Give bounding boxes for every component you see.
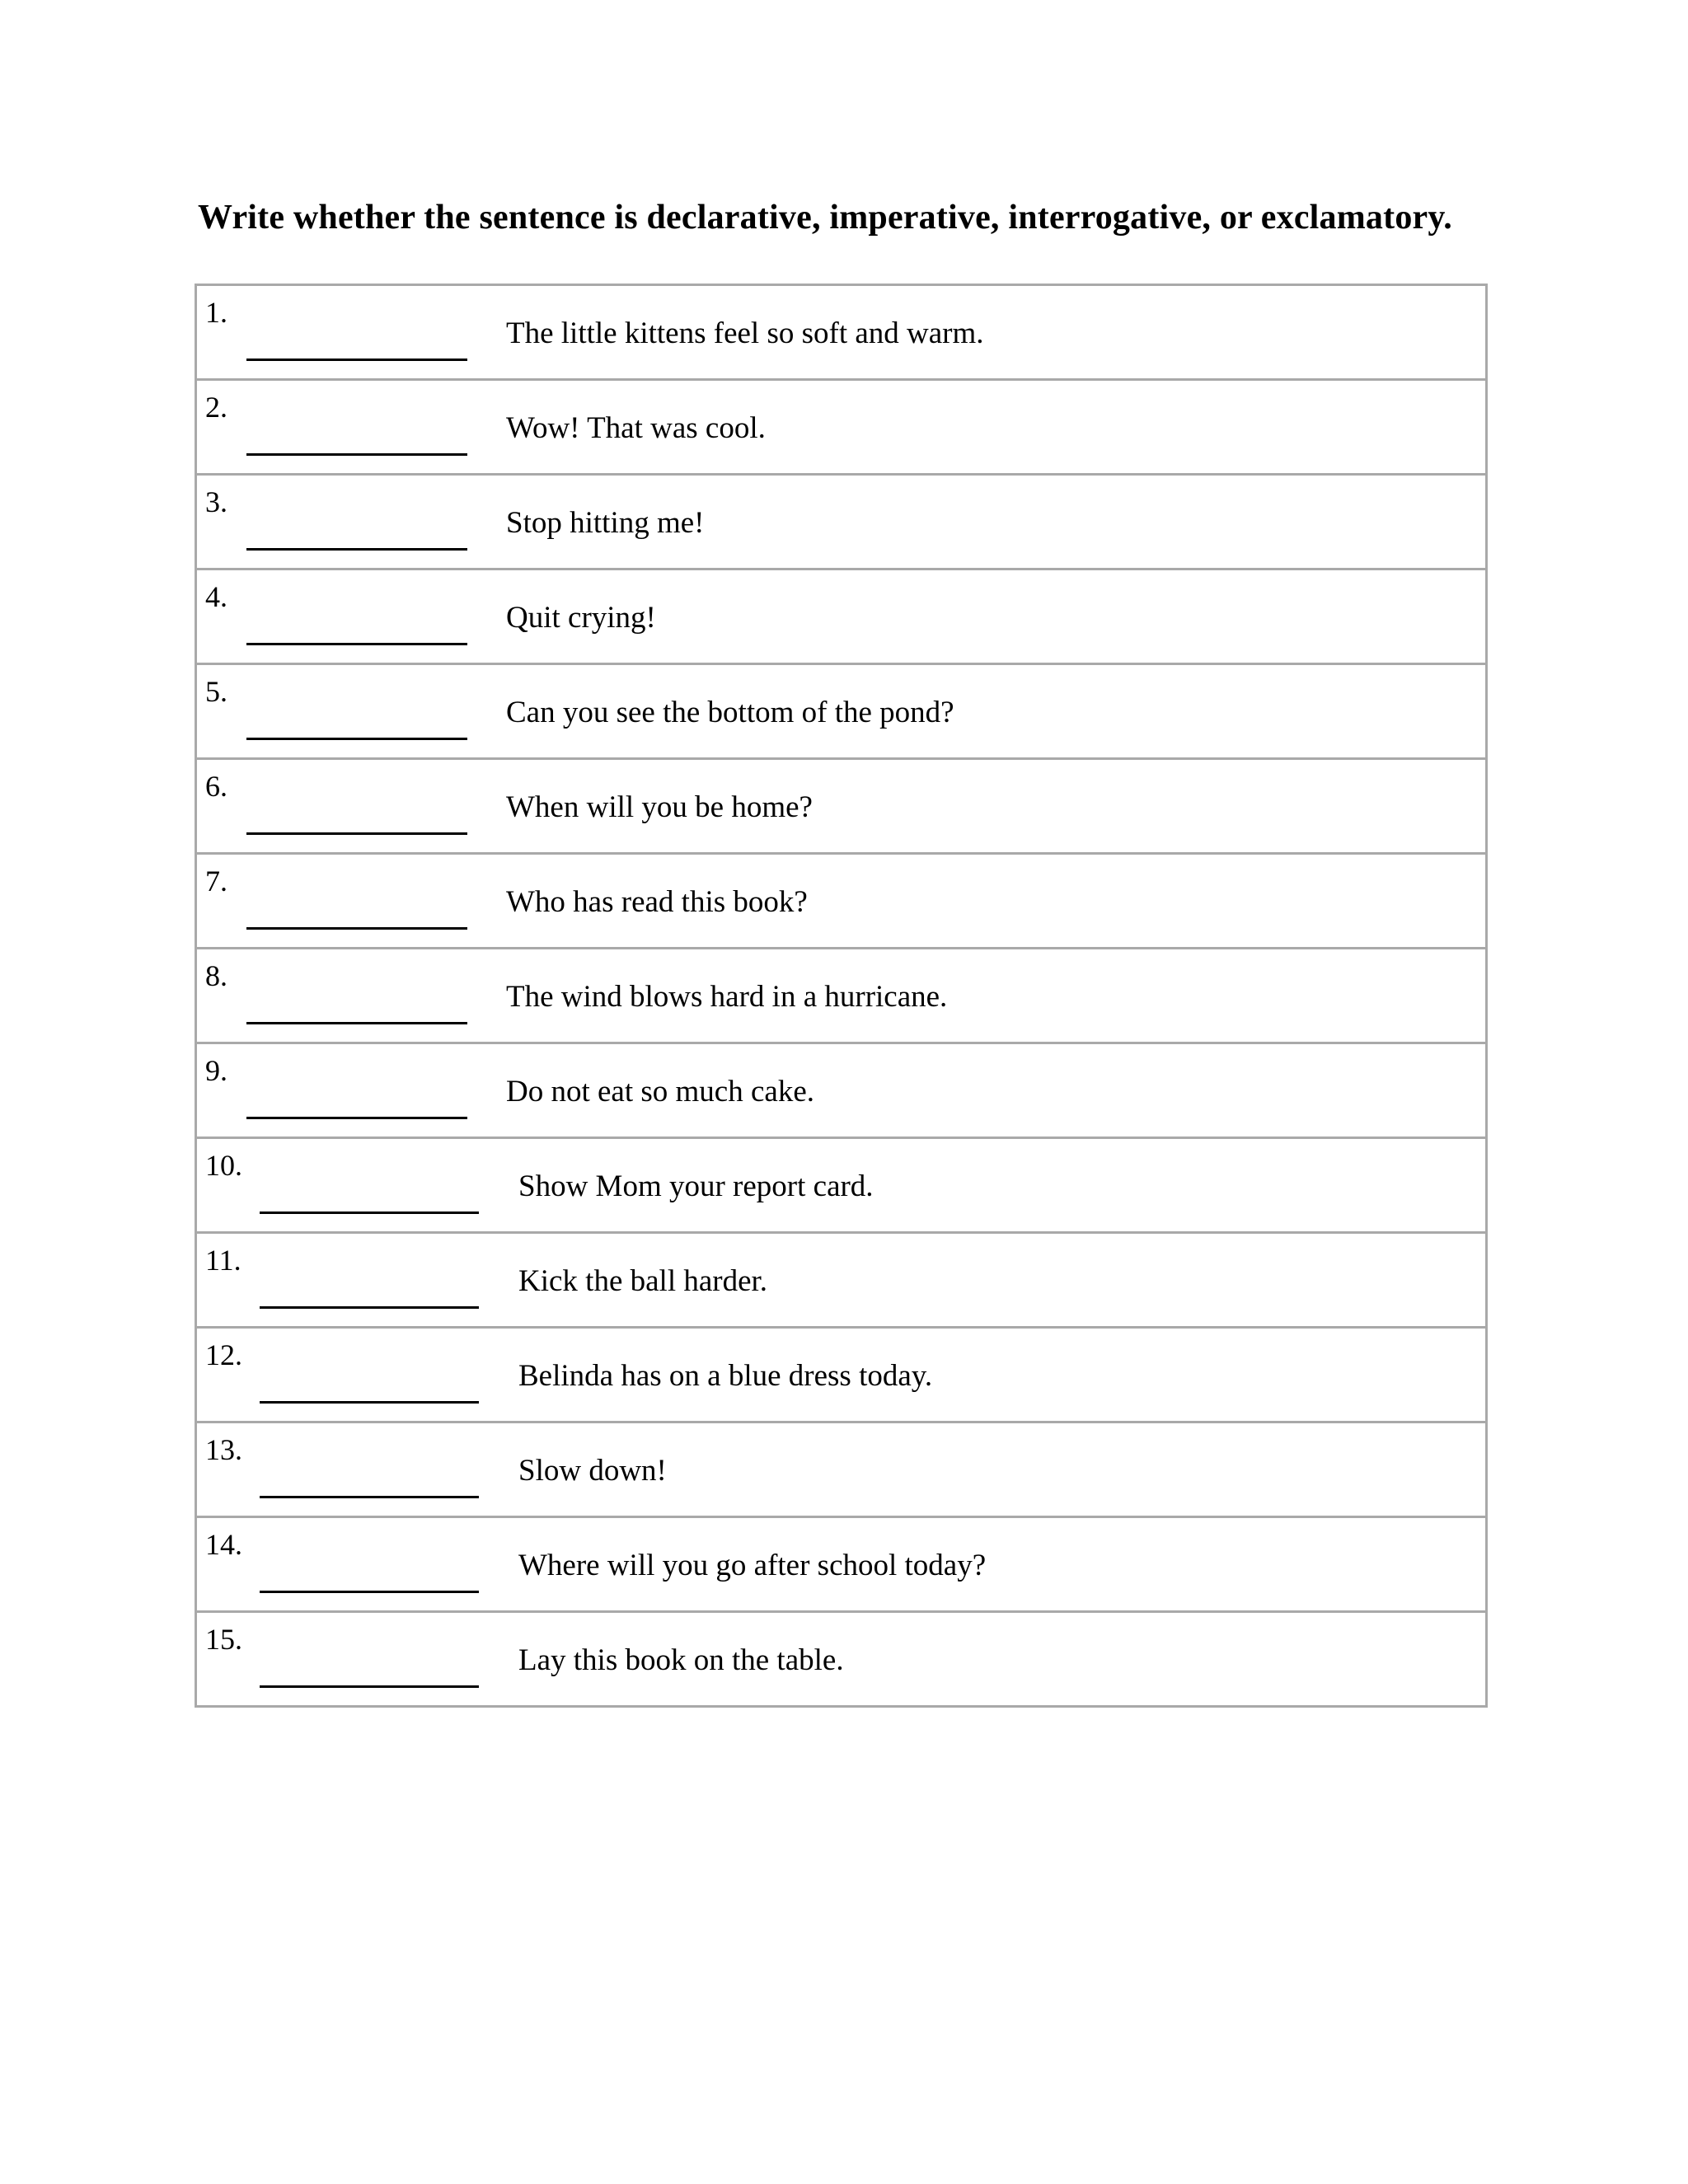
item-sentence: Do not eat so much cake. xyxy=(506,1075,814,1108)
answer-blank[interactable] xyxy=(260,1496,479,1498)
table-row xyxy=(197,1139,1485,1234)
item-number: 8. xyxy=(205,959,227,992)
item-number: 14. xyxy=(205,1528,242,1561)
table-row xyxy=(197,1423,1485,1518)
answer-blank[interactable] xyxy=(246,927,467,930)
item-sentence: Who has read this book? xyxy=(506,885,808,919)
item-number: 6. xyxy=(205,770,227,803)
answer-blank[interactable] xyxy=(246,1117,467,1119)
table-row xyxy=(197,381,1485,476)
item-sentence: Can you see the bottom of the pond? xyxy=(506,696,954,729)
item-number: 7. xyxy=(205,865,227,898)
item-sentence: The wind blows hard in a hurricane. xyxy=(506,980,948,1014)
table-row xyxy=(197,476,1485,570)
item-sentence: Show Mom your report card. xyxy=(518,1169,874,1203)
item-number: 12. xyxy=(205,1338,242,1371)
answer-blank[interactable] xyxy=(246,453,467,456)
table-row xyxy=(197,855,1485,949)
table-row xyxy=(197,1613,1485,1708)
item-number: 10. xyxy=(205,1149,242,1182)
instructions-heading: Write whether the sentence is declarative, imperative, interrogative, or exclamatory. xyxy=(198,199,1452,237)
item-number: 1. xyxy=(205,296,227,329)
item-sentence: Quit crying! xyxy=(506,601,656,635)
answer-blank[interactable] xyxy=(246,643,467,645)
item-sentence: Stop hitting me! xyxy=(506,506,705,540)
worksheet-table xyxy=(195,284,1488,1708)
item-number: 9. xyxy=(205,1054,227,1087)
item-sentence: When will you be home? xyxy=(506,790,813,824)
answer-blank[interactable] xyxy=(260,1685,479,1688)
table-row xyxy=(197,665,1485,760)
table-row xyxy=(197,1518,1485,1613)
table-row xyxy=(197,1329,1485,1423)
table-row xyxy=(197,949,1485,1044)
item-number: 13. xyxy=(205,1433,242,1466)
answer-blank[interactable] xyxy=(260,1401,479,1404)
item-sentence: Kick the ball harder. xyxy=(518,1264,768,1298)
answer-blank[interactable] xyxy=(246,1022,467,1024)
table-row xyxy=(197,286,1485,381)
item-sentence: Belinda has on a blue dress today. xyxy=(518,1359,933,1393)
item-number: 5. xyxy=(205,675,227,708)
item-sentence: Slow down! xyxy=(518,1454,667,1488)
item-number: 3. xyxy=(205,485,227,518)
table-row xyxy=(197,1234,1485,1329)
answer-blank[interactable] xyxy=(246,738,467,740)
item-number: 4. xyxy=(205,580,227,613)
item-number: 11. xyxy=(205,1244,241,1277)
item-number: 15. xyxy=(205,1623,242,1656)
answer-blank[interactable] xyxy=(246,832,467,835)
table-row xyxy=(197,1044,1485,1139)
item-sentence: Wow! That was cool. xyxy=(506,411,766,445)
answer-blank[interactable] xyxy=(246,548,467,551)
item-number: 2. xyxy=(205,391,227,424)
table-row xyxy=(197,570,1485,665)
item-sentence: Lay this book on the table. xyxy=(518,1643,844,1677)
item-sentence: Where will you go after school today? xyxy=(518,1549,987,1582)
table-row xyxy=(197,760,1485,855)
answer-blank[interactable] xyxy=(260,1306,479,1309)
answer-blank[interactable] xyxy=(260,1591,479,1593)
answer-blank[interactable] xyxy=(260,1212,479,1214)
item-sentence: The little kittens feel so soft and warm. xyxy=(506,316,984,350)
answer-blank[interactable] xyxy=(246,359,467,361)
